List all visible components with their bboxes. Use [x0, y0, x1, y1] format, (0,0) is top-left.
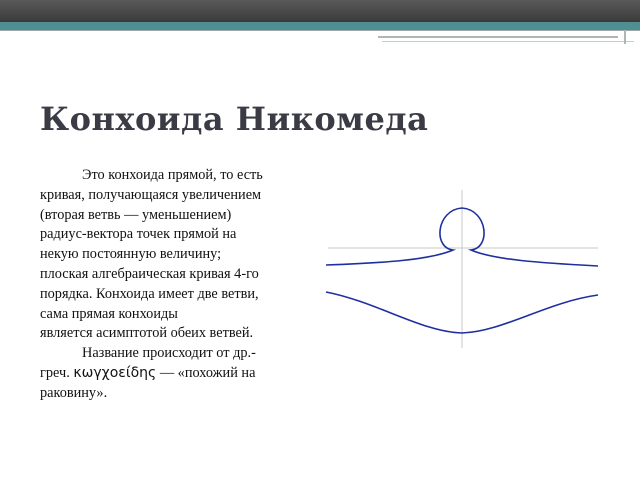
text-line: — «похожий на [159, 364, 256, 381]
text-line: плоская алгебраическая кривая 4-го [40, 265, 259, 282]
greek-word: κωγχοείδης [73, 364, 157, 381]
divider [0, 30, 640, 31]
text-line: греч. [40, 364, 70, 381]
conchoid-figure [322, 190, 602, 350]
text-line: сама прямая конхоиды [40, 305, 178, 322]
text-line: некую постоянную величину; [40, 246, 222, 263]
paragraph-2 [40, 344, 322, 403]
decorative-line [382, 41, 634, 42]
slide-body [40, 166, 322, 404]
decorative-line [624, 30, 626, 44]
accent-band [0, 22, 640, 30]
text-line: Название происходит от др.- [82, 345, 256, 362]
text-line: Это конхоида прямой, то есть [82, 167, 263, 183]
text-line: является асимптотой обеих ветвей. [40, 325, 254, 342]
text-line: кривая, получающаяся увеличением [40, 186, 262, 203]
text-line: раковину». [40, 384, 108, 401]
top-bar [0, 0, 640, 22]
paragraph-1 [40, 166, 322, 344]
text-line: порядка. Конхоида имеет две ветви, [40, 285, 259, 302]
text-line: (вторая ветвь — уменьшением) [40, 206, 232, 223]
text-line: радиус-вектора точек прямой на [40, 226, 237, 243]
decorative-line [378, 36, 618, 38]
slide-title: Конхоида Никомеда [40, 100, 429, 138]
